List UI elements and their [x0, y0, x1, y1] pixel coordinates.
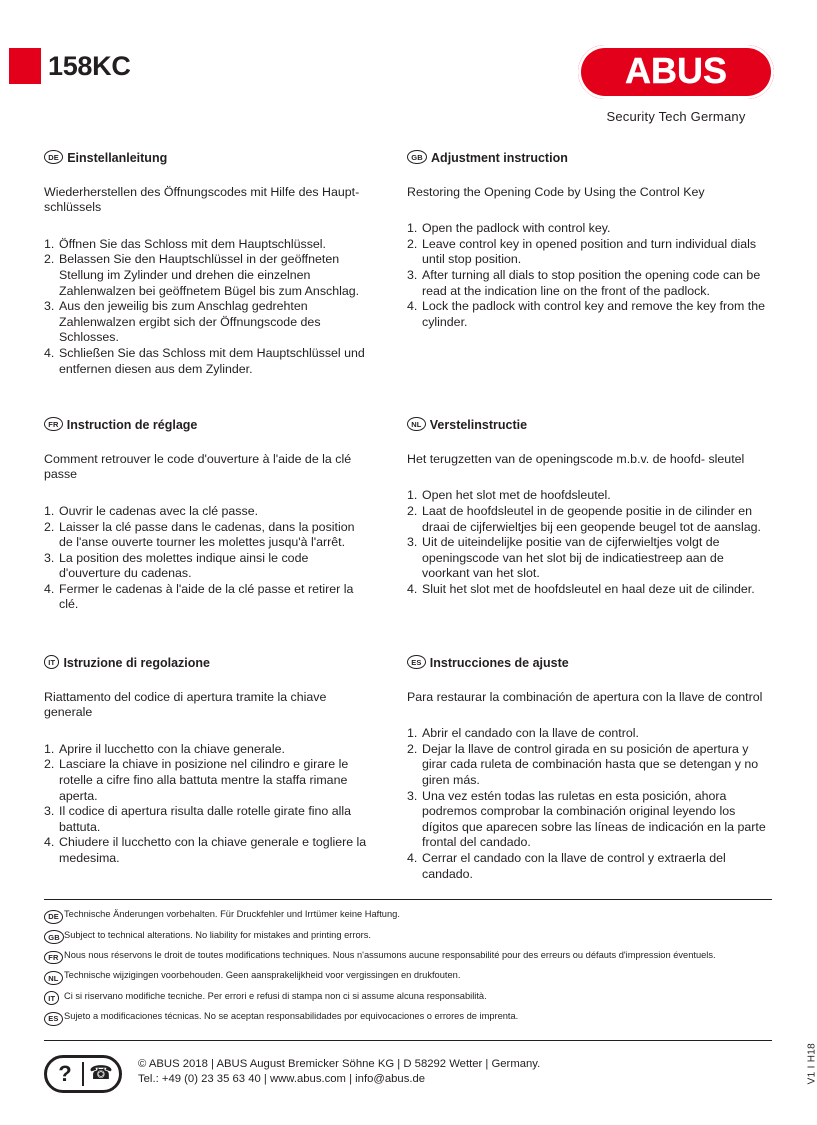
step-list-nl [407, 488, 772, 597]
list-item [44, 804, 371, 835]
step-number: 3. [407, 267, 418, 282]
list-item [407, 504, 772, 535]
step-list-de [44, 237, 371, 377]
lang-badge-de-icon: DE [44, 150, 63, 164]
step-text: Belassen Sie den Hauptschlüssel in der geöffneten Stellung im Zylinder und drehen die einzelnen Zahlenwalzen bei geöffnetem Bügel bis zum Anschlag. [59, 252, 360, 298]
lang-badge-fr-icon: FR [44, 417, 63, 431]
list-item [44, 252, 371, 299]
page-footer [0, 1041, 817, 1093]
step-text: Aprire il lucchetto con la chiave generale. [59, 741, 285, 756]
list-item [44, 757, 371, 804]
step-text: Laisser la clé passe dans le cadenas, dans la position de l'anse ouverte tourner les molettes jusqu'à l'arrêt. [59, 519, 355, 550]
step-number: 4. [44, 345, 55, 360]
step-number: 2. [44, 757, 55, 772]
section-title-fr [44, 417, 371, 432]
company-address-line: © ABUS 2018 | ABUS August Bremicker Söhne KG | D 58292 Wetter | Germany. [138, 1057, 541, 1070]
lang-badge-gb-icon: GB [407, 150, 427, 164]
step-number: 4. [44, 581, 55, 596]
list-item [407, 851, 772, 882]
instruction-row [0, 417, 802, 613]
instruction-row [0, 655, 802, 882]
step-number: 4. [407, 299, 418, 314]
instruction-section-nl [401, 417, 802, 613]
step-text: Lock the padlock with control key and remove the key from the cylinder. [422, 299, 765, 329]
step-number: 1. [44, 503, 55, 518]
page-header [0, 0, 802, 150]
step-list-gb [407, 221, 772, 330]
company-contact-line: Tel.: +49 (0) 23 35 63 40 | www.abus.com | info@abus.de [138, 1073, 426, 1086]
section-title-text: Einstellanleitung [67, 150, 168, 165]
row-spacer [0, 377, 802, 417]
step-number: 4. [407, 851, 418, 865]
page-title: 158KC [48, 51, 131, 81]
list-item [407, 488, 772, 504]
list-item [44, 835, 371, 866]
instruction-section-gb [401, 150, 802, 377]
section-intro-fr: Comment retrouver le code d'ouverture à l'aide de la clé passe [44, 451, 352, 482]
list-item [44, 237, 371, 253]
step-text: Fermer le cadenas à l'aide de la clé passe et retirer la clé. [59, 581, 354, 612]
help-contact-icon [44, 1055, 122, 1093]
list-item [44, 551, 371, 582]
step-text: Öffnen Sie das Schloss mit dem Hauptschlüssel. [59, 236, 326, 251]
disclaimer-gb [44, 930, 772, 941]
disclaimer-text: Sujeto a modificaciones técnicas. No se aceptan responsabilidades por equivocaciones o errores de imprenta. [64, 1011, 519, 1022]
disclaimer-list [0, 900, 802, 1035]
section-intro-nl: Het terugzetten van de openingscode m.b.v. de hoofd- sleutel [407, 451, 745, 466]
lang-badge-de-icon: DE [44, 910, 63, 924]
list-item [44, 299, 371, 346]
lang-badge-nl-icon: NL [407, 417, 426, 431]
step-list-es [407, 726, 772, 882]
list-item [44, 520, 371, 551]
instruction-section-fr [0, 417, 401, 613]
step-text: Schließen Sie das Schloss mit dem Hauptschlüssel und entfernen diesen aus dem Zylinder. [59, 345, 365, 376]
list-item [44, 346, 371, 377]
section-title-text: Instruction de réglage [66, 417, 198, 432]
disclaimer-text: Subject to technical alterations. No liability for mistakes and printing errors. [64, 929, 371, 940]
list-item [407, 726, 772, 742]
disclaimer-nl [44, 970, 772, 981]
section-title-de [44, 150, 371, 165]
list-item [407, 237, 772, 268]
section-title-text: Verstelinstructie [429, 417, 528, 432]
step-number: 3. [44, 299, 55, 314]
disclaimer-text: Ci si riservano modifiche tecniche. Per errori e refusi di stampa non ci si assume alcuna responsabilità. [64, 990, 487, 1001]
section-title-text: Adjustment instruction [431, 150, 568, 165]
step-text: Ouvrir le cadenas avec la clé passe. [59, 503, 259, 518]
step-number: 3. [44, 550, 55, 565]
lang-badge-it-icon: IT [44, 991, 59, 1005]
list-item [44, 504, 371, 520]
instruction-section-it [0, 655, 401, 882]
list-item [407, 221, 772, 237]
question-mark-icon: ? [58, 1060, 72, 1086]
list-item [407, 582, 772, 598]
step-number: 1. [407, 726, 418, 741]
abus-logo-tagline: Security Tech Germany [606, 109, 746, 124]
step-number: 2. [407, 503, 418, 518]
disclaimer-text: Nous nous réservons le droit de toutes modifications techniques. Nous n'assumons aucune responsabilité pour des erreurs ou défauts d'impression éventuels. [64, 950, 716, 960]
section-intro-gb: Restoring the Opening Code by Using the Control Key [407, 184, 705, 199]
row-spacer [0, 613, 802, 655]
lang-badge-es-icon: ES [44, 1012, 63, 1026]
list-item [407, 789, 772, 851]
disclaimer-text: Technische Änderungen vorbehalten. Für Druckfehler und Irrtümer keine Haftung. [64, 909, 400, 920]
step-number: 4. [407, 581, 418, 596]
disclaimer-de [44, 909, 772, 920]
instruction-content [0, 150, 817, 1093]
disclaimer-text: Technische wijzigingen voorbehouden. Geen aansprakelijkheid voor vergissingen en drukfouten. [64, 970, 461, 981]
lang-badge-gb-icon: GB [44, 930, 64, 944]
section-intro-de: Wiederherstellen des Öffnungscodes mit Hilfe des Haupt- schlüssels [44, 184, 360, 215]
step-text: Open the padlock with control key. [422, 221, 611, 236]
list-item [44, 582, 371, 613]
disclaimer-es [44, 1011, 772, 1022]
telephone-icon: ☎ [89, 1062, 113, 1084]
step-text: Una vez estén todas las ruletas en esta posición, ahora podremos comprobar la combinación original leyendo los dígitos que aparecen sobre las líneas de indicación en la parte frontal del candado. [422, 788, 766, 850]
list-item [44, 742, 371, 758]
step-number: 1. [407, 221, 418, 236]
step-number: 2. [407, 741, 418, 756]
step-text: Laat de hoofdsleutel in de geopende positie in de cilinder en draai de cijferwieltjes bij een geopende beugel tot de aanslag. [422, 503, 761, 534]
row-spacer [0, 882, 802, 899]
step-text: Lasciare la chiave in posizione nel cilindro e girare le rotelle a cifre fino alla battuta mentre la staffa rimane aperta. [59, 757, 349, 803]
list-item [407, 535, 772, 582]
step-text: Il codice di apertura risulta dalle rotelle girate fino alla battuta. [59, 804, 352, 834]
step-number: 4. [44, 835, 55, 850]
lang-badge-es-icon: ES [407, 655, 426, 669]
section-title-text: Instrucciones de ajuste [429, 655, 569, 670]
abus-logo-pill [578, 45, 774, 99]
accent-block [9, 48, 41, 84]
list-item [407, 299, 772, 330]
step-text: La position des molettes indique ainsi le code d'ouverture du cadenas. [59, 550, 309, 581]
step-number: 3. [407, 788, 418, 803]
step-text: Open het slot met de hoofdsleutel. [422, 488, 611, 503]
step-text: Cerrar el candado con la llave de control y extraerla del candado. [422, 851, 726, 881]
lang-badge-nl-icon: NL [44, 971, 63, 985]
section-title-nl [407, 417, 772, 432]
company-contact-info [138, 1054, 540, 1088]
document-version: V1 I H18 [806, 1042, 817, 1084]
step-text: Leave control key in opened position and turn individual dials until stop position. [422, 236, 757, 267]
step-text: Dejar la llave de control girada en su posición de apertura y girar cada ruleta de combinación hasta que se detengan y no giren más. [422, 741, 759, 788]
step-number: 3. [407, 535, 418, 550]
step-list-fr [44, 504, 371, 613]
step-list-it [44, 742, 371, 867]
section-intro-it: Riattamento del codice di apertura tramite la chiave generale [44, 689, 327, 720]
instruction-row [0, 150, 802, 377]
list-item [407, 742, 772, 789]
step-number: 1. [44, 236, 55, 251]
step-number: 3. [44, 804, 55, 819]
lang-badge-fr-icon: FR [44, 951, 63, 965]
list-item [407, 268, 772, 299]
section-intro-es: Para restaurar la combinación de apertura con la llave de control [407, 689, 763, 704]
step-number: 2. [407, 236, 418, 251]
step-number: 1. [407, 488, 418, 503]
abus-logo-wordmark: ABUS [624, 50, 727, 92]
step-text: Uit de uiteindelijke positie van de cijferwieltjes volgt de openingscode van het slot bij de indicatiestreep aan de voorkant van het slot. [422, 535, 724, 581]
step-number: 2. [44, 519, 55, 534]
lang-badge-it-icon: IT [44, 655, 59, 669]
step-number: 2. [44, 252, 55, 267]
disclaimer-it [44, 991, 772, 1002]
section-title-it [44, 655, 371, 670]
instruction-section-de [0, 150, 401, 377]
section-title-text: Istruzione di regolazione [63, 655, 210, 670]
step-text: Chiudere il lucchetto con la chiave generale e togliere la medesima. [59, 835, 367, 865]
step-number: 1. [44, 741, 55, 756]
section-title-gb [407, 150, 772, 165]
step-text: Abrir el candado con la llave de control. [422, 726, 639, 741]
abus-logo [578, 45, 774, 124]
step-text: After turning all dials to stop position the opening code can be read at the indication line on the front of the padlock. [422, 267, 761, 298]
disclaimer-fr [44, 950, 772, 961]
step-text: Sluit het slot met de hoofdsleutel en haal deze uit de cilinder. [422, 581, 755, 596]
step-text: Aus den jeweilig bis zum Anschlag gedrehten Zahlenwalzen ergibt sich der Öffnungscode des Schlosses. [59, 299, 321, 345]
instruction-section-es [401, 655, 802, 882]
section-title-es [407, 655, 772, 670]
